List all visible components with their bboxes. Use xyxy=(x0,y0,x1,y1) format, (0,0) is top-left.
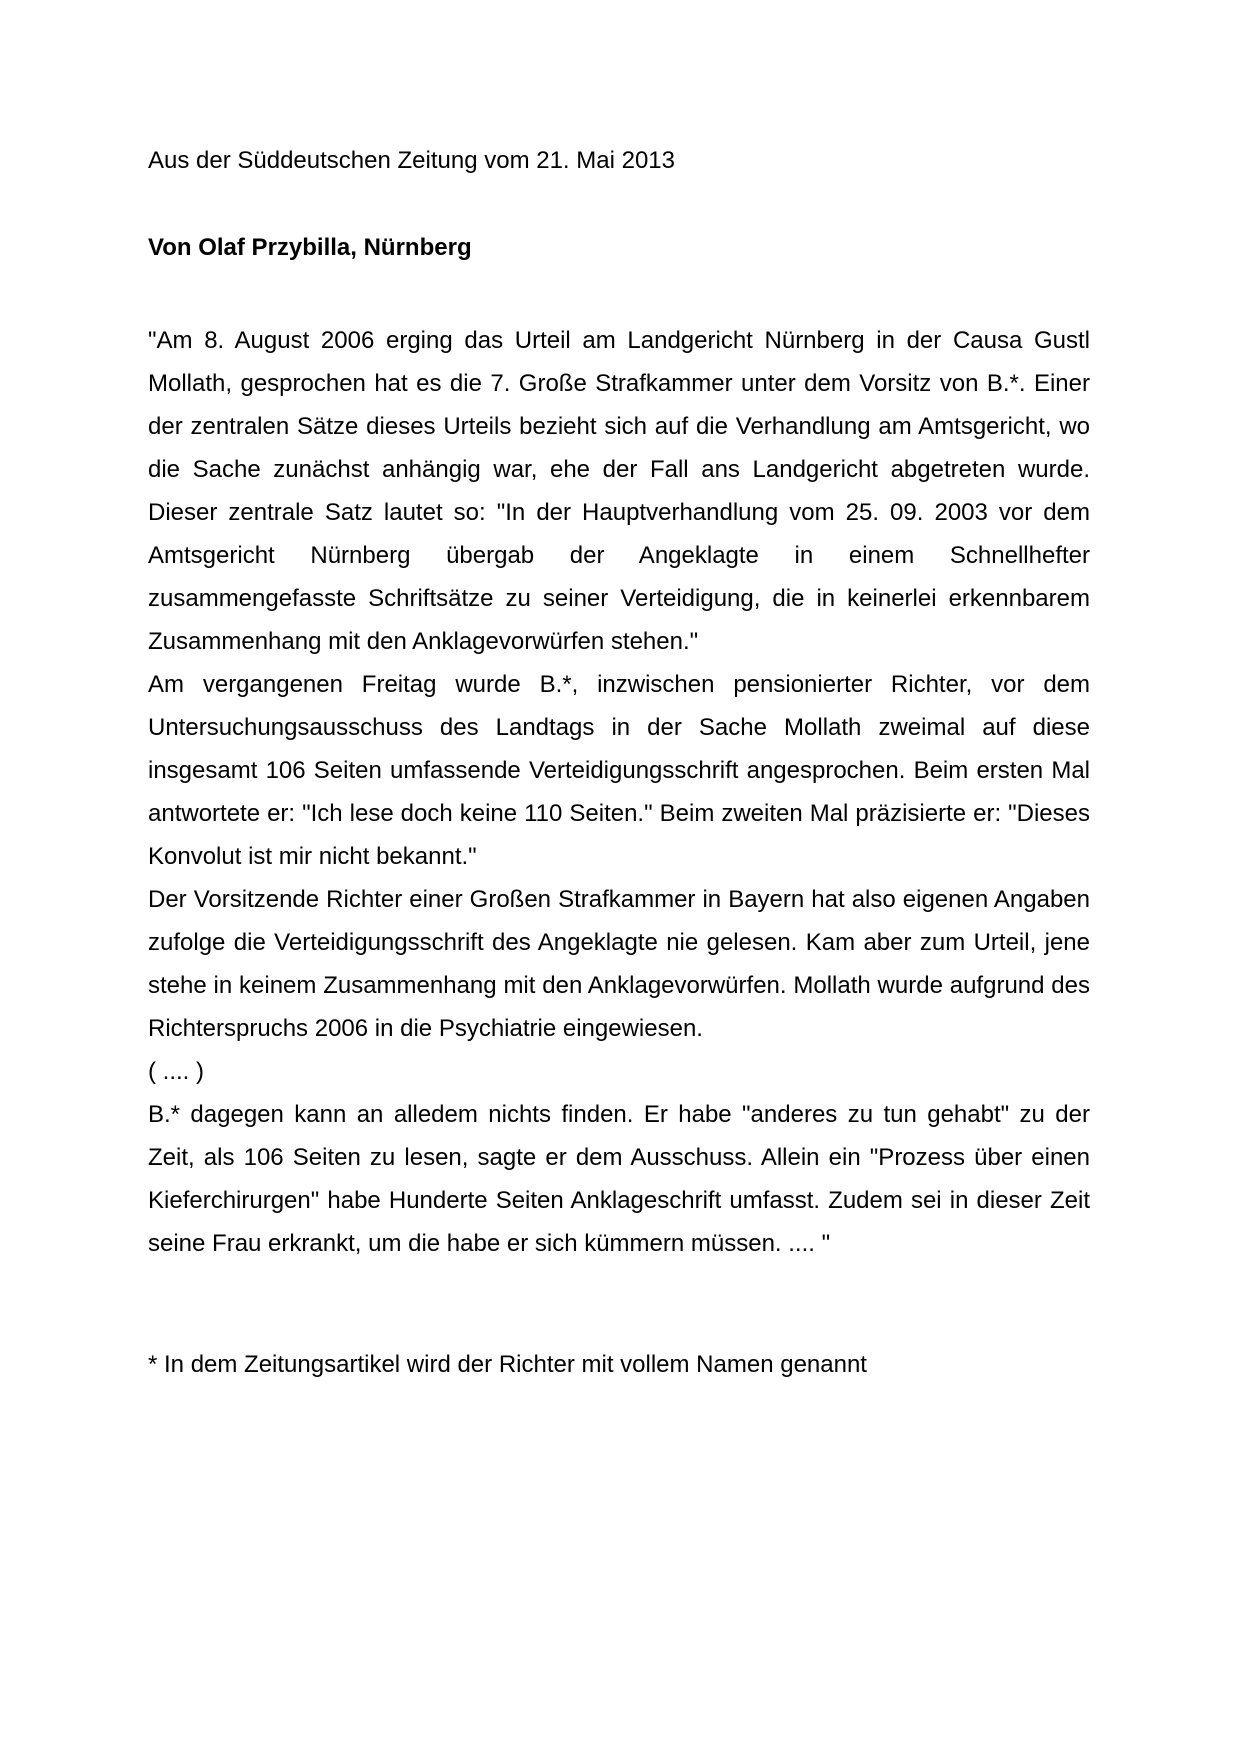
paragraph: Der Vorsitzende Richter einer Großen Strafkammer in Bayern hat also eigenen Angaben zufolge die Verteidigungsschrift des Angeklagte nie gelesen. Kam aber zum Urteil, jene stehe in keinem Zusammenhang mit den Anklagevorwürfen. Mollath wurde aufgrund des Richterspruchs 2006 in die Psychiatrie eingewiesen. xyxy=(148,886,1090,1042)
document-page xyxy=(148,146,1090,1378)
paragraph-ellipsis: ( .... ) xyxy=(148,1058,204,1085)
paragraph: Am vergangenen Freitag wurde B.*, inzwischen pensionierter Richter, vor dem Untersuchungsausschuss des Landtags in der Sache Mollath zweimal auf diese insgesamt 106 Seiten umfassende Verteidigungsschrift angesprochen. Beim ersten Mal antwortete er: "Ich lese doch keine 110 Seiten." Beim zweiten Mal präzisierte er: "Dieses Konvolut ist mir nicht bekannt." xyxy=(148,671,1090,870)
source-line: Aus der Süddeutschen Zeitung vom 21. Mai 2013 xyxy=(148,147,675,174)
paragraph: B.* dagegen kann an alledem nichts finden. Er habe "anderes zu tun gehabt" zu der Zeit, als 106 Seiten zu lesen, sagte er dem Ausschuss. Allein ein "Prozess über einen Kieferchirurgen" habe Hunderte Seiten Anklageschrift umfasst. Zudem sei in dieser Zeit seine Frau erkrankt, um die habe er sich kümmern müssen. .... " xyxy=(148,1101,1090,1257)
paragraph: "Am 8. August 2006 erging das Urteil am Landgericht Nürnberg in der Causa Gustl Mollath, gesprochen hat es die 7. Große Strafkammer unter dem Vorsitz von B.*. Einer der zentralen Sätze dieses Urteils bezieht sich auf die Verhandlung am Amtsgericht, wo die Sache zunächst anhängig war, ehe der Fall ans Landgericht abgetreten wurde. Dieser zentrale Satz lautet so: "In der Hauptverhandlung vom 25. 09. 2003 vor dem Amtsgericht Nürnberg übergab der Angeklagte in einem Schnellhefter zusammengefasste Schriftsätze zu seiner Verteidigung, die in keinerlei erkennbarem Zusammenhang mit den Anklagevorwürfen stehen." xyxy=(148,327,1090,655)
article-body xyxy=(148,319,1090,1265)
author-line: Von Olaf Przybilla, Nürnberg xyxy=(148,234,472,261)
footnote: * In dem Zeitungsartikel wird der Richter mit vollem Namen genannt xyxy=(148,1351,867,1378)
